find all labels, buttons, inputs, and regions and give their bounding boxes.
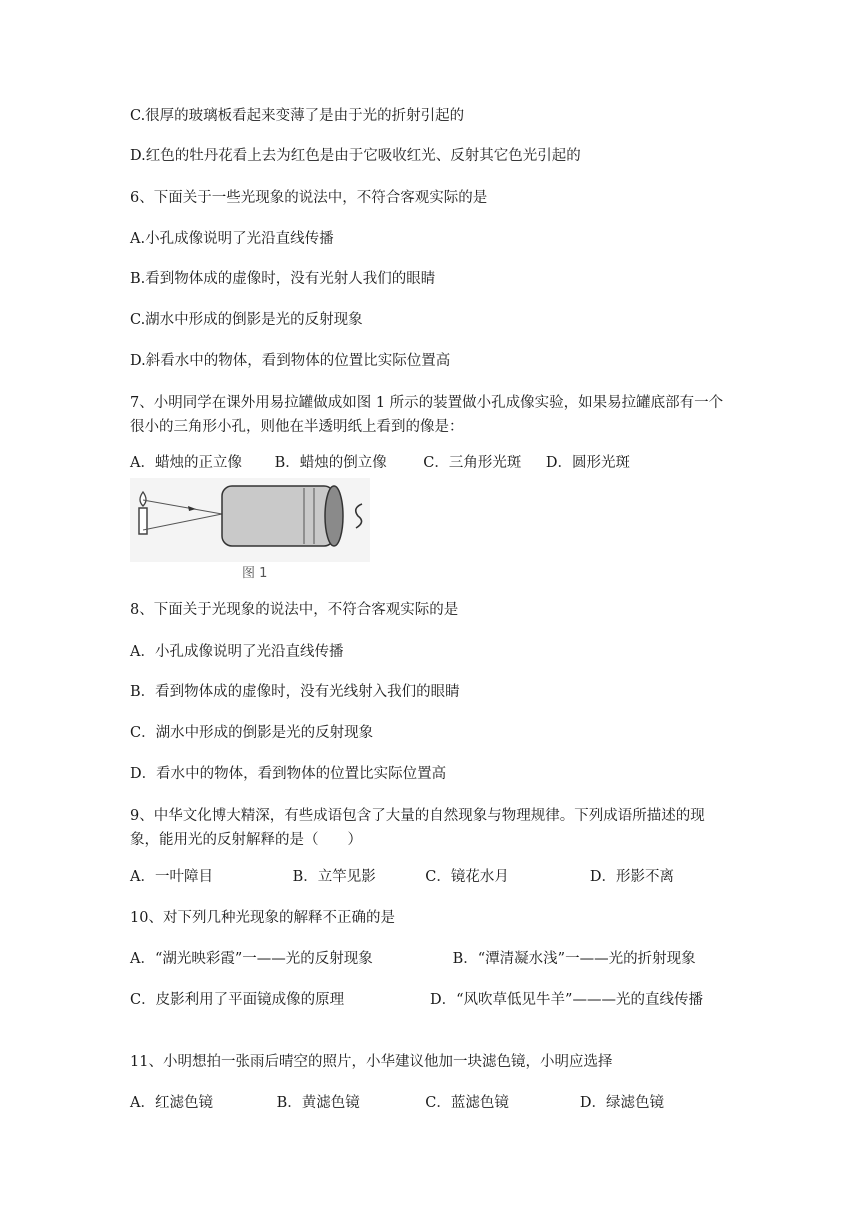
q7-option-d: D．圆形光斑: [545, 455, 630, 471]
q11-option-d: D．绿滤色镜: [579, 1095, 664, 1111]
candle-icon: [139, 508, 147, 534]
q7-option-c: C．三角形光斑: [423, 455, 522, 471]
figure-1: [130, 478, 370, 582]
q9-options: [130, 867, 674, 887]
q10-option-a: A．“湖光映彩霞”一——光的反射现象: [130, 951, 373, 967]
q6-option-d: D.斜看水中的物体，看到物体的位置比实际位置高: [130, 353, 451, 369]
q10-option-d: D．“风吹草低见牛羊”———光的直线传播: [430, 992, 703, 1008]
q8-option-d: D．看水中的物体，看到物体的位置比实际位置高: [130, 766, 447, 782]
q9-option-d: D．形影不离: [589, 869, 674, 885]
q9-option-b: B．立竿见影: [292, 869, 376, 885]
q6-stem: 6、下面关于一些光现象的说法中，不符合客观实际的是: [130, 190, 488, 206]
q11-option-a: A．红滤色镜: [130, 1095, 213, 1111]
q11-options: [130, 1093, 664, 1113]
q7-option-b: B．蜡烛的倒立像: [274, 455, 387, 471]
q6-option-b: B.看到物体成的虚像时，没有光射人我们的眼睛: [130, 271, 436, 287]
q10-option-b: B．“潭清凝水浅”一——光的折射现象: [452, 951, 696, 967]
q10-options-ab: [130, 949, 696, 969]
q11-option-b: B．黄滤色镜: [276, 1095, 360, 1111]
q11-stem: 11、小明想拍一张雨后晴空的照片，小华建议他加一块滤色镜，小明应选择: [130, 1054, 613, 1070]
q5-option-c: C.很厚的玻璃板看起来变薄了是由于光的折射引起的: [130, 108, 465, 124]
q10-option-c: C．皮影利用了平面镜成像的原理: [130, 992, 345, 1008]
q8-option-c: C．湖水中形成的倒影是光的反射现象: [130, 725, 374, 741]
q11-option-c: C．蓝滤色镜: [425, 1095, 509, 1111]
q9-stem: 9、中华文化博大精深，有些成语包含了大量的自然现象与物理规律。下列成语所描述的现象，能用光的反射解释的是（ ）: [130, 808, 705, 848]
pinhole-camera-diagram: [130, 478, 370, 562]
q8-option-a: A．小孔成像说明了光沿直线传播: [130, 644, 344, 660]
q7-option-a: A．蜡烛的正立像: [130, 455, 242, 471]
q8-option-b: B．看到物体成的虚像时，没有光线射入我们的眼睛: [130, 684, 460, 700]
can-end: [325, 486, 343, 546]
q8-stem: 8、下面关于光现象的说法中，不符合客观实际的是: [130, 602, 459, 618]
q6-option-c: C.湖水中形成的倒影是光的反射现象: [130, 312, 363, 328]
can-body: [222, 486, 334, 546]
q9-option-c: C．镜花水月: [425, 869, 509, 885]
q7-options: [130, 453, 630, 473]
figure-caption: 图 1: [242, 566, 268, 581]
q10-stem: 10、对下列几种光现象的解释不正确的是: [130, 910, 395, 926]
q9-option-a: A．一叶障目: [130, 869, 213, 885]
q7-stem: 7、小明同学在课外用易拉罐做成如图 1 所示的装置做小孔成像实验，如果易拉罐底部有一个很小的三角形小孔，则他在半透明纸上看到的像是：: [130, 395, 724, 435]
q5-option-d: D.红色的牡丹花看上去为红色是由于它吸收红光、反射其它色光引起的: [130, 148, 581, 164]
flame-icon: [140, 492, 146, 506]
q6-option-a: A.小孔成像说明了光沿直线传播: [130, 231, 334, 247]
